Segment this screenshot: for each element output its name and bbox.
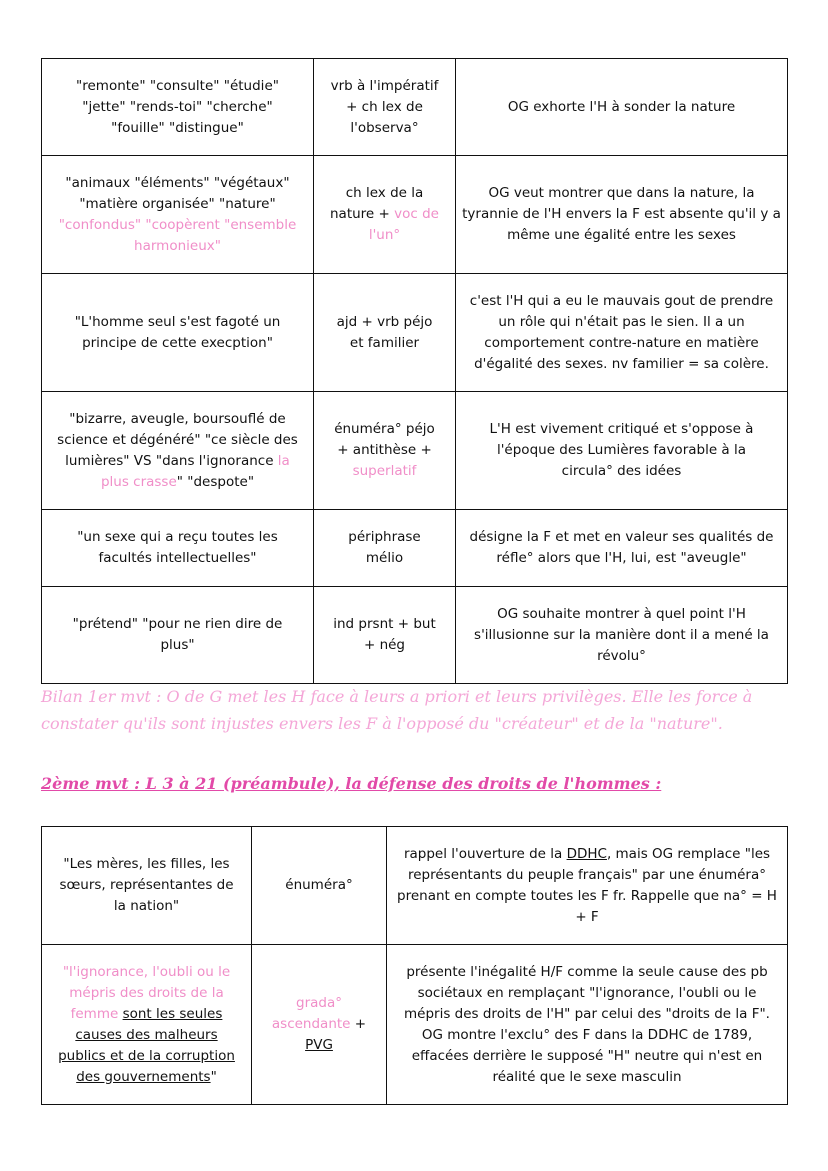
procede-cell: vrb à l'impératif + ch lex de l'observa° bbox=[314, 59, 456, 156]
bilan-summary: Bilan 1er mvt : O de G met les H face à leurs a priori et leurs privilèges. Elle les force à constater qu'ils sont injustes envers les F à l'opposé du "créateur" et de la "nature". bbox=[41, 687, 753, 733]
highlighted-procede: superlatif bbox=[352, 463, 417, 479]
interpretation-cell: OG souhaite montrer à quel point l'H s'illusionne sur la manière dont il a mené la révolu° bbox=[456, 587, 788, 684]
underlined-quote: sont les seules causes des malheurs publics et de la corruption des gouvernements bbox=[58, 1005, 235, 1085]
procede-cell: grada° ascendante + PVG bbox=[252, 945, 387, 1105]
table-row bbox=[42, 59, 788, 156]
interpretation-cell: OG veut montrer que dans la nature, la tyrannie de l'H envers la F est absente qu'il y a même une égalité entre les sexes bbox=[456, 156, 788, 274]
interpretation-cell: OG exhorte l'H à sonder la nature bbox=[456, 59, 788, 156]
procede-cell: ajd + vrb péjo et familier bbox=[314, 274, 456, 392]
quote-cell: "Les mères, les filles, les sœurs, représentantes de la nation" bbox=[42, 827, 252, 945]
quote-cell: "l'ignorance, l'oubli ou le mépris des droits de la femme sont les seules causes des malheurs publics et de la corruption des gouvernements" bbox=[42, 945, 252, 1105]
underlined-term: DDHC bbox=[566, 845, 607, 862]
interpretation-cell: désigne la F et met en valeur ses qualités de réfle° alors que l'H, lui, est "aveugle" bbox=[456, 510, 788, 587]
interpretation-cell: c'est l'H qui a eu le mauvais gout de prendre un rôle qui n'était pas le sien. Il a un comportement contre-nature en matière d'égalité des sexes. nv familier = sa colère. bbox=[456, 274, 788, 392]
table-row bbox=[42, 156, 788, 274]
table-row bbox=[42, 587, 788, 684]
quote-cell: "animaux "éléments" "végétaux" "matière organisée" "nature" "confondus" "coopèrent "ensemble harmonieux" bbox=[42, 156, 314, 274]
table-row bbox=[42, 392, 788, 510]
interpretation-cell: L'H est vivement critiqué et s'oppose à l'époque des Lumières favorable à la circula° des idées bbox=[456, 392, 788, 510]
quote-cell: "L'homme seul s'est fagoté un principe de cette execption" bbox=[42, 274, 314, 392]
quote-cell: "bizarre, aveugle, boursouflé de science et dégénéré" "ce siècle des lumières" VS "dans l'ignorance la plus crasse" "despote" bbox=[42, 392, 314, 510]
quote-cell: "remonte" "consulte" "étudie" "jette" "rends-toi" "cherche" "fouille" "distingue" bbox=[42, 59, 314, 156]
analysis-table-second-movement bbox=[41, 826, 788, 1105]
highlighted-procede: grada° ascendante bbox=[271, 995, 351, 1032]
quote-cell: "un sexe qui a reçu toutes les facultés intellectuelles" bbox=[42, 510, 314, 587]
procede-cell: ch lex de la nature + voc de l'un° bbox=[314, 156, 456, 274]
section-heading-second-movement: 2ème mvt : L 3 à 21 (préambule), la défense des droits de l'hommes : bbox=[41, 774, 662, 793]
interpretation-cell: présente l'inégalité H/F comme la seule cause des pb sociétaux en remplaçant "l'ignorance, l'oubli ou le mépris des droits de l'H" par celui des "droits de la F". OG montre l'exclu° des F dans la DDHC de 1789, effacées derrière le supposé "H" neutre qui n'est en réalité que le sexe masculin bbox=[387, 945, 788, 1105]
table-row bbox=[42, 274, 788, 392]
highlighted-quote: "confondus" "coopèrent "ensemble harmonieux" bbox=[58, 216, 297, 254]
table-row bbox=[42, 945, 788, 1105]
table-row bbox=[42, 827, 788, 945]
interpretation-cell: rappel l'ouverture de la DDHC, mais OG remplace "les représentants du peuple français" par une énuméra° prenant en compte toutes les F fr. Rappelle que na° = H + F bbox=[387, 827, 788, 945]
table-row bbox=[42, 510, 788, 587]
quote-cell: "prétend" "pour ne rien dire de plus" bbox=[42, 587, 314, 684]
procede-cell: périphrase mélio bbox=[314, 510, 456, 587]
highlighted-procede: voc de l'un° bbox=[368, 206, 439, 243]
procede-cell: énuméra° bbox=[252, 827, 387, 945]
underlined-procede: PVG bbox=[305, 1037, 333, 1053]
procede-cell: ind prsnt + but + nég bbox=[314, 587, 456, 684]
procede-cell: énuméra° péjo + antithèse + superlatif bbox=[314, 392, 456, 510]
highlighted-quote: "l'ignorance, l'oubli ou le mépris des droits de la femme bbox=[62, 963, 231, 1022]
analysis-table-first-movement bbox=[41, 58, 788, 684]
highlighted-quote: la plus crasse bbox=[100, 452, 290, 490]
